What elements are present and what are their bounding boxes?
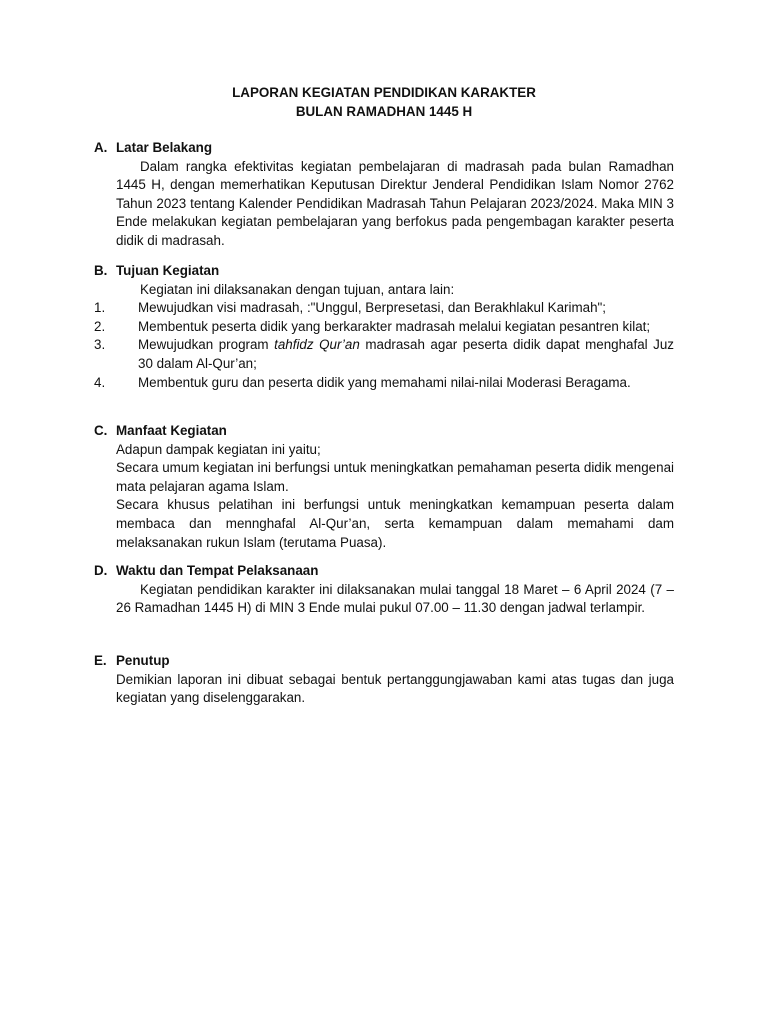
section-body (116, 581, 674, 618)
section-body (94, 281, 674, 393)
objective-list (94, 299, 674, 392)
section-letter: D. (94, 563, 108, 578)
section-body (116, 671, 674, 708)
section-intro: Kegiatan ini dilaksanakan dengan tujuan, antara lain: (140, 281, 455, 297)
section-heading (94, 562, 676, 581)
section-letter: A. (94, 140, 108, 155)
list-text: Membentuk guru dan peserta didik yang memahami nilai-nilai Moderasi Beragama. (138, 374, 631, 390)
list-number: 2. (94, 318, 106, 334)
section-latar-belakang (94, 139, 676, 251)
section-tujuan-kegiatan (94, 262, 676, 392)
section-title: Tujuan Kegiatan (116, 263, 220, 278)
section-heading (94, 139, 676, 158)
list-number: 3. (94, 337, 106, 353)
section-manfaat-kegiatan (94, 422, 676, 552)
list-text: Mewujudkan visi madrasah, :"Unggul, Berpresetasi, dan Berakhlakul Karimah"; (138, 300, 606, 316)
list-text-part: madrasah agar peserta didik dapat menghafal Juz 30 dalam Al-Qur’an; (138, 337, 674, 371)
list-text (138, 337, 674, 371)
section-letter: C. (94, 423, 108, 438)
section-title: Waktu dan Tempat Pelaksanaan (116, 563, 319, 578)
section-paragraph: Demikian laporan ini dibuat sebagai bentuk pertanggungjawaban kami atas tugas dan juga kegiatan yang diselenggarakan. (116, 671, 674, 706)
list-number: 4. (94, 374, 106, 390)
list-item (94, 374, 674, 393)
section-body (116, 158, 674, 251)
section-body (116, 441, 674, 553)
section-paragraph: Dalam rangka efektivitas kegiatan pembelajaran di madrasah pada bulan Ramadhan 1445 H, dengan memerhatikan Keputusan Direktur Jenderal Pendidikan Islam Nomor 2762 Tahun 2023 tentang Kalender Pendidikan Madrasah Tahun Pelajaran 2023/2024. Maka MIN 3 Ende melakukan kegiatan pembelajaran yang berfokus pada pengembagan karakter peserta didik di madrasah. (116, 158, 674, 248)
list-text: Membentuk peserta didik yang berkarakter madrasah melalui kegiatan pesantren kilat; (138, 318, 651, 334)
section-letter: B. (94, 263, 108, 278)
section-title: Penutup (116, 653, 170, 668)
list-text-part: Mewujudkan program (138, 337, 275, 353)
section-heading (94, 422, 676, 441)
section-paragraph: Kegiatan pendidikan karakter ini dilaksanakan mulai tanggal 18 Maret – 6 April 2024 (7 – 26 Ramadhan 1445 H) di MIN 3 Ende mulai pukul 07.00 – 11.30 dengan jadwal terlampir. (116, 581, 674, 616)
section-paragraph: Secara umum kegiatan ini berfungsi untuk meningkatkan pemahaman peserta didik mengenai mata pelajaran agama Islam. (116, 460, 674, 494)
section-letter: E. (94, 653, 107, 668)
list-item (94, 318, 674, 337)
section-heading (94, 262, 676, 281)
section-heading (94, 652, 676, 671)
list-item (94, 336, 674, 373)
section-title: Manfaat Kegiatan (116, 423, 227, 438)
section-paragraph: Secara khusus pelatihan ini berfungsi untuk meningkatkan kemampuan peserta dalam membaca dan mennghafal Al-Qur’an, serta kemampuan dalam memahami dam melaksanakan rukun Islam (terutama Puasa). (116, 497, 674, 550)
section-penutup (94, 652, 676, 708)
section-title: Latar Belakang (116, 140, 213, 155)
list-item (94, 299, 674, 318)
list-number: 1. (94, 300, 106, 316)
section-paragraph: Adapun dampak kegiatan ini yaitu; (116, 441, 321, 457)
document-title-line-1: LAPORAN KEGIATAN PENDIDIKAN KARAKTER (232, 85, 536, 100)
document-title-line-2: BULAN RAMADHAN 1445 H (295, 104, 473, 119)
list-text-italic: tahfidz Qur’an (274, 337, 360, 353)
section-waktu-tempat (94, 562, 676, 618)
